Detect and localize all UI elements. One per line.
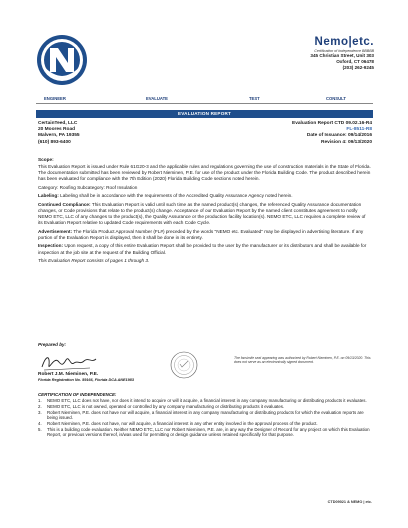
client-street: 20 Moores Road bbox=[38, 127, 76, 133]
inspection-label: Inspection: bbox=[38, 243, 64, 249]
list-item: 4. Robert Nieminen, P.E. does not have, nor will acquire, a financial interest in any other entity involved in the approval process of the product. bbox=[38, 421, 318, 427]
list-item: 3. Robert Nieminen, P.E. does not have nor will acquire, a financial interest in any company manufacturing or distributing products for which the evaluation reports are being issued. bbox=[38, 409, 364, 421]
service-nav bbox=[36, 95, 373, 104]
company-tagline: Certification of Independence BBBBB bbox=[314, 49, 374, 53]
labeling-text: Labeling shall be in accordance with the requirements of the Accredited Quality Assurance Agency noted herein. bbox=[60, 193, 293, 199]
revision-label: Revision 4: bbox=[321, 139, 347, 145]
revision-date: 09/13/2020 bbox=[347, 139, 372, 145]
signature-block bbox=[38, 342, 371, 388]
client-name: CertainTeed, LLC bbox=[38, 121, 78, 126]
issue-date: 09/14/2016 bbox=[347, 133, 372, 139]
client-city: Malvern, PA 19355 bbox=[38, 133, 80, 139]
subcategory-value: Roof Insulation bbox=[106, 184, 138, 190]
report-body bbox=[38, 157, 371, 267]
labeling-label: Labeling: bbox=[38, 193, 59, 199]
signer-name: Robert J.M. Nieminen, P.E. bbox=[38, 372, 99, 377]
company-phone: (203) 262-9245 bbox=[342, 65, 374, 70]
professional-engineer-seal-icon bbox=[170, 351, 198, 379]
fl-number: FL-8511-R8 bbox=[346, 127, 372, 133]
continued-compliance-label: Continued Compliance: bbox=[38, 201, 91, 207]
inspection-paragraph bbox=[38, 243, 371, 255]
certification-heading: CERTIFICATION OF INDEPENDENCE: bbox=[38, 392, 117, 397]
category-line bbox=[38, 185, 371, 191]
list-item: 1. NEMO ETC, LLC does not have, nor does it intend to acquire or will it acquire, a financial interest in any company manufacturing or distributing products it evaluates. bbox=[38, 398, 367, 404]
signer-registration: Florida Registration No. 59166, Florida DCA ANE1983 bbox=[38, 378, 134, 382]
labeling-paragraph bbox=[38, 193, 371, 199]
category-value: Roofing bbox=[59, 184, 76, 190]
continued-compliance-text: This Evaluation Report is valid until such time as the named product(s) changes, the referenced Quality Assurance documentation changes, or Code provisions that relate to the product(s) change. Acceptance of our Evaluation Report by the named client constitutes agreement to notify NEMO ETC, LLC of any changes to the product(s), the Quality Assurance or the production facility location(s). NEMO ETC, LLC requires a complete review of its Evaluation Report relative to updated Code requirements with each Code Cycle. bbox=[38, 201, 366, 226]
handwritten-signature-icon bbox=[40, 351, 98, 373]
pages-note: This Evaluation Report consists of pages 1 through 3. bbox=[38, 258, 150, 264]
category-label: Category: bbox=[38, 184, 59, 190]
seal-note: The facsimile seal appearing was authorized by Robert Nieminen, P.E. on 09/13/2020. This does not serve as an electronically signed document. bbox=[234, 356, 371, 365]
advertisement-text: The Florida Product Approval Number (FL#) preceded by the words "NEMO etc. Evaluated" may be displayed in advertising literature. If any portion of the Evaluation Report is displayed, then it shall be done in its entirety. bbox=[38, 228, 364, 240]
company-address-line-1: 345 Christian Street, Unit 303 bbox=[310, 53, 374, 58]
company-header bbox=[310, 36, 374, 71]
nav-item-consult: CONSULT bbox=[326, 96, 346, 101]
advertisement-label: Advertisement: bbox=[38, 228, 73, 234]
nav-item-engineer: ENGINEER bbox=[44, 96, 66, 101]
scope-heading: Scope: bbox=[38, 157, 54, 162]
list-item: 2. NEMO ETC, LLC is not owned, operated or controlled by any company manufacturing or distributing products it evaluates. bbox=[38, 403, 285, 409]
inspection-text: Upon request, a copy of this entire Evaluation Report shall be provided to the user by the manufacturer or its distributors and shall be available for inspection at the job site at the request of the Building Official. bbox=[38, 243, 367, 255]
advertisement-paragraph bbox=[38, 229, 371, 241]
certification-list bbox=[38, 398, 371, 438]
nav-item-test: TEST bbox=[249, 96, 260, 101]
company-address-line-2: Oxford, CT 06478 bbox=[336, 59, 374, 64]
nemo-logo-icon bbox=[36, 34, 88, 86]
prepared-by-label: Prepared by: bbox=[38, 342, 67, 347]
client-phone: (610) 893-6400 bbox=[38, 139, 71, 145]
company-name: Nemo|etc. bbox=[314, 36, 374, 48]
issue-date-label: Date of Issuance: bbox=[306, 133, 347, 139]
report-number: CTD 09.02.16-R4 bbox=[334, 121, 372, 126]
scope-text: This Evaluation Report is issued under Rule 61G20-3 and the applicable rules and regulations governing the use of construction materials in the State of Florida. The documentation submitted has been reviewed by Robert Nieminen, P.E. for use of the product under the Florida Building Code. The product described herein has been evaluated for compliance with the 7th Edition (2020) Florida Building Code sections noted herein. bbox=[38, 163, 371, 182]
report-title-bar: EVALUATION REPORT bbox=[36, 110, 373, 118]
client-address bbox=[38, 121, 80, 146]
subcategory-label: Subcategory: bbox=[77, 184, 105, 190]
certification-section bbox=[38, 392, 371, 438]
report-number-label: Evaluation Report bbox=[292, 121, 334, 126]
continued-compliance-paragraph bbox=[38, 202, 371, 226]
list-item: 5. This is a building code evaluation. Neither NEMO ETC, LLC nor Robert Nieminen, P.E. are, in any way the Designer of Record for any project on which this Evaluation Report, or previous versions thereof, is/was used for permitting or design guidance unless retained specifically for that purpose. bbox=[38, 426, 370, 438]
report-meta bbox=[292, 121, 372, 146]
page-footer: CTD09021 & NEMO | etc. bbox=[327, 500, 372, 504]
nav-item-evaluate: EVALUATE bbox=[146, 96, 168, 101]
